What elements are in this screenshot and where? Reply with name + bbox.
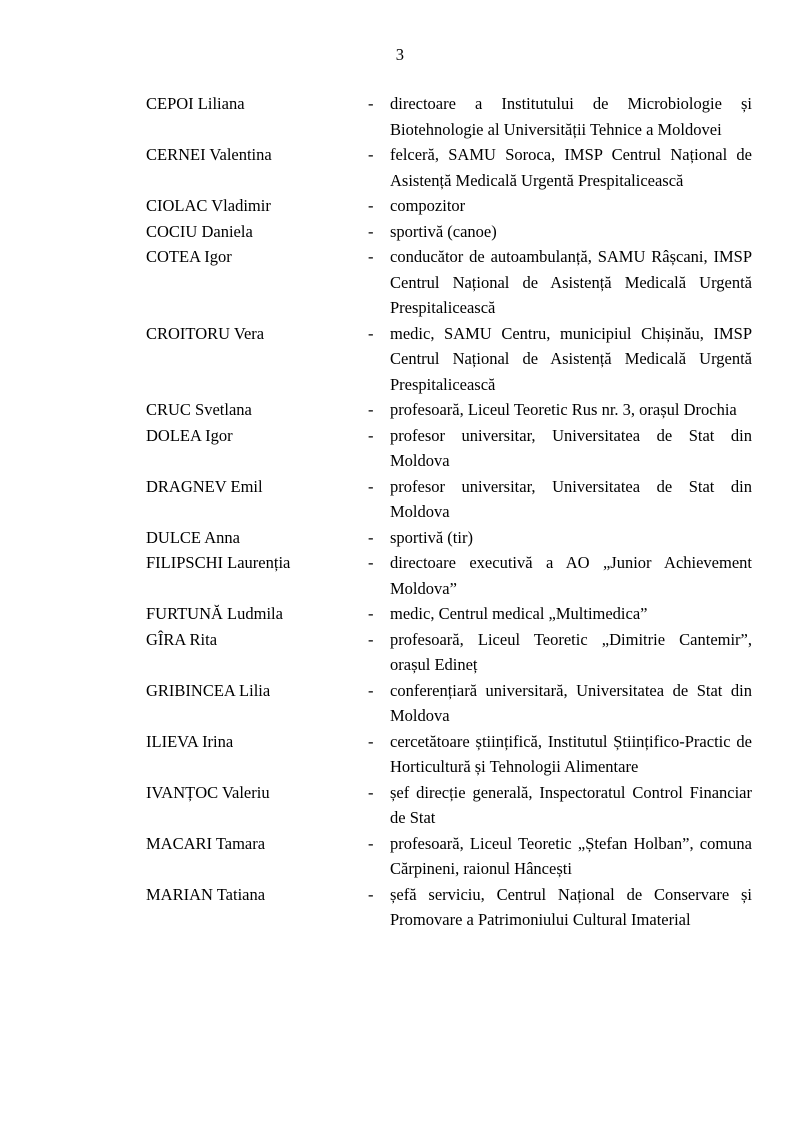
entry-row <box>146 219 752 245</box>
entry-dash: - <box>368 145 374 164</box>
entry-row <box>146 627 752 678</box>
entry-description: șefă serviciu, Centrul Național de Conservare și Promovare a Patrimoniului Cultural Imaterial <box>390 884 752 929</box>
entry-row <box>146 678 752 729</box>
entry-description: profesor universitar, Universitatea de Stat din Moldova <box>390 476 752 521</box>
entry-row <box>146 142 752 193</box>
entry-name: COTEA Igor <box>146 247 232 266</box>
entry-description: profesor universitar, Universitatea de Stat din Moldova <box>390 425 752 470</box>
entry-dash: - <box>368 425 374 445</box>
entry-name: CIOLAC Vladimir <box>146 196 271 215</box>
entry-list <box>0 91 800 933</box>
entry-dash: - <box>368 833 374 853</box>
entry-name: FILIPSCHI Laurenția <box>146 553 291 572</box>
entry-dash: - <box>368 680 374 700</box>
entry-dash: - <box>368 196 374 215</box>
entry-dash: - <box>368 604 374 623</box>
entry-description: directoare a Institutului de Microbiologie și Biotehnologie al Universității Tehnice a Moldovei <box>390 94 752 139</box>
entry-name: ILIEVA Irina <box>146 731 234 751</box>
entry-name: FURTUNĂ Ludmila <box>146 604 283 623</box>
entry-description: conferențiară universitară, Universitatea de Stat din Moldova <box>390 680 752 725</box>
entry-row <box>146 550 752 601</box>
entry-dash: - <box>368 629 374 649</box>
entry-name: MARIAN Tatiana <box>146 884 266 904</box>
entry-name: MACARI Tamara <box>146 833 266 853</box>
entry-name: DRAGNEV Emil <box>146 476 263 496</box>
entry-description: compozitor <box>390 196 466 215</box>
entry-dash: - <box>368 221 374 241</box>
entry-dash: - <box>368 476 374 496</box>
entry-row <box>146 244 752 321</box>
entry-description: directoare executivă a AO „Junior Achievement Moldova” <box>390 553 752 598</box>
entry-description: cercetătoare științifică, Institutul Științifico-Practic de Horticultură și Tehnologii Alimentare <box>390 731 752 776</box>
entry-description: profesoară, Liceul Teoretic „Ștefan Holban”, comuna Cărpineni, raionul Hâncești <box>390 833 752 878</box>
entry-name: CEPOI Liliana <box>146 94 245 113</box>
entry-dash: - <box>368 884 374 904</box>
entry-row <box>146 601 752 627</box>
entry-row <box>146 397 752 423</box>
entry-description: sportivă (canoe) <box>390 221 497 241</box>
entry-dash: - <box>368 553 374 572</box>
entry-row <box>146 91 752 142</box>
entry-name: COCIU Daniela <box>146 221 253 241</box>
entry-dash: - <box>368 247 374 266</box>
entry-row <box>146 193 752 219</box>
entry-dash: - <box>368 323 374 343</box>
entry-name: GÎRA Rita <box>146 629 218 649</box>
entry-row <box>146 474 752 525</box>
entry-name: CROITORU Vera <box>146 323 265 343</box>
entry-row <box>146 882 752 933</box>
entry-dash: - <box>368 731 374 751</box>
entry-description: șef direcție generală, Inspectoratul Control Financiar de Stat <box>390 782 752 827</box>
entry-row <box>146 423 752 474</box>
entry-description: medic, SAMU Centru, municipiul Chișinău, IMSP Centrul Național de Asistență Medicală Urgentă Prespitalicească <box>390 323 752 394</box>
entry-row <box>146 780 752 831</box>
entry-dash: - <box>368 782 374 802</box>
entry-row <box>146 321 752 398</box>
entry-description: sportivă (tir) <box>390 527 473 547</box>
entry-dash: - <box>368 400 374 419</box>
entry-description: profesoară, Liceul Teoretic „Dimitrie Cantemir”, orașul Edineț <box>390 629 752 674</box>
entry-name: GRIBINCEA Lilia <box>146 680 271 700</box>
entry-name: CERNEI Valentina <box>146 145 272 164</box>
entry-description: conducător de autoambulanță, SAMU Râșcani, IMSP Centrul Național de Asistență Medicală Urgentă Prespitalicească <box>390 247 752 317</box>
entry-dash: - <box>368 527 374 547</box>
entry-dash: - <box>368 94 374 113</box>
entry-description: felceră, SAMU Soroca, IMSP Centrul Național de Asistență Medicală Urgentă Prespitalicească <box>390 145 752 190</box>
entry-description: profesoară, Liceul Teoretic Rus nr. 3, orașul Drochia <box>390 400 737 419</box>
entry-name: CRUC Svetlana <box>146 400 252 419</box>
page-number: 3 <box>395 45 405 64</box>
entry-row <box>146 729 752 780</box>
entry-description: medic, Centrul medical „Multimedica” <box>390 604 648 623</box>
entry-row <box>146 525 752 551</box>
entry-name: DULCE Anna <box>146 527 240 547</box>
entry-name: DOLEA Igor <box>146 425 233 445</box>
entry-row <box>146 831 752 882</box>
entry-name: IVANȚOC Valeriu <box>146 782 270 802</box>
